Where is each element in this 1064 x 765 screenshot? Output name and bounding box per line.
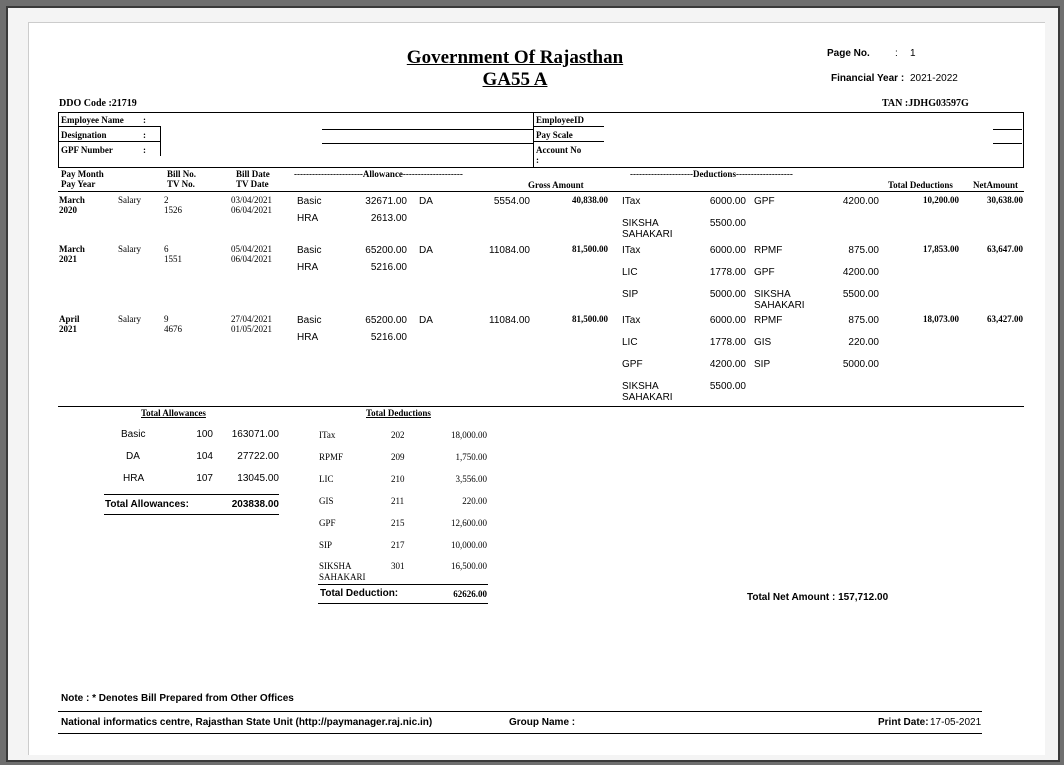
row-total-deductions: 17,853.00: [923, 244, 959, 254]
gpf-number-label: GPF Number: [61, 145, 113, 155]
summary-deduction-code: 202: [391, 430, 405, 440]
col-tv-no: TV No.: [167, 179, 195, 189]
ded-amount: 4200.00: [842, 267, 879, 278]
row-bill-no: 2: [164, 195, 169, 205]
report-title: Government Of Rajasthan: [406, 47, 624, 68]
row-year: 2021: [59, 324, 77, 334]
row-gross: 81,500.00: [572, 244, 608, 254]
alw-amount: 5216.00: [370, 332, 407, 343]
row-type: Salary: [118, 195, 141, 205]
ded-name: GPF: [622, 359, 643, 370]
col-pay-month: Pay Month: [61, 169, 104, 179]
ded-amount: 875.00: [848, 245, 879, 256]
tan-number: TAN :JDHG03597G: [882, 98, 969, 109]
summary-deduction-amount: 10,000.00: [451, 540, 487, 550]
pay-scale-label: Pay Scale: [536, 130, 573, 140]
summary-allowance-code: 107: [196, 473, 213, 484]
document-frame: [6, 6, 1060, 762]
row-year: 2020: [59, 205, 77, 215]
col-total-deductions: Total Deductions: [888, 180, 953, 190]
ga55a-statement: [28, 22, 1045, 755]
alw-amount: 5554.00: [493, 196, 530, 207]
designation-label: Designation: [61, 130, 107, 140]
total-deduction-amount: 62626.00: [453, 589, 487, 599]
row-tv-date: 06/04/2021: [231, 205, 273, 215]
row-gross: 81,500.00: [572, 314, 608, 324]
row-month: March: [59, 244, 85, 254]
row-year: 2021: [59, 254, 77, 264]
ded-amount: 5000.00: [842, 359, 879, 370]
financial-year: 2021-2022: [910, 73, 958, 84]
summary-deduction-code: 215: [391, 518, 405, 528]
ded-name: LIC: [622, 267, 638, 278]
employee-name-label: Employee Name: [61, 115, 124, 125]
row-net-amount: 63,647.00: [987, 244, 1023, 254]
summary-allowance-amount: 163071.00: [231, 429, 279, 440]
summary-deduction-code: 217: [391, 540, 405, 550]
summary-deduction-amount: 18,000.00: [451, 430, 487, 440]
total-allowances-amount: 203838.00: [231, 499, 279, 510]
summary-deduction-name: RPMF: [319, 452, 344, 462]
col-net-amount: NetAmount: [973, 180, 1018, 190]
ded-amount: 5000.00: [709, 289, 746, 300]
row-bill-date: 03/04/2021: [231, 195, 273, 205]
colon: :: [143, 115, 146, 125]
ded-amount: 1778.00: [709, 267, 746, 278]
row-gross: 40,838.00: [572, 195, 608, 205]
row-tv-date: 06/04/2021: [231, 254, 273, 264]
alw-amount: 11084.00: [489, 245, 530, 256]
row-net-amount: 63,427.00: [987, 314, 1023, 324]
report-subtitle: GA55 A: [482, 69, 548, 90]
alw-name: HRA: [297, 213, 319, 224]
account-colon: :: [536, 155, 539, 165]
ded-amount: 5500.00: [842, 289, 879, 300]
ded-name: GIS: [754, 337, 772, 348]
ded-amount: 6000.00: [709, 245, 746, 256]
summary-deduction-name: SIP: [319, 540, 333, 550]
summary-deduction-code: 209: [391, 452, 405, 462]
total-net-amount: Total Net Amount : 157,712.00: [747, 592, 889, 603]
summary-deduction-name: GIS: [319, 496, 334, 506]
alw-amount: 65200.00: [365, 245, 407, 256]
summary-deduction-code: 210: [391, 474, 405, 484]
summary-allowance-amount: 27722.00: [237, 451, 279, 462]
col-bill-no: Bill No.: [167, 169, 197, 179]
summary-deduction-amount: 12,600.00: [451, 518, 487, 528]
alw-amount: 11084.00: [489, 315, 530, 326]
row-total-deductions: 10,200.00: [923, 195, 959, 205]
ded-amount: 5500.00: [709, 381, 746, 392]
financial-year-label: Financial Year :: [831, 73, 905, 84]
summary-deduction-name: GPF: [319, 518, 336, 528]
summary-allowance-name: HRA: [123, 473, 145, 484]
row-type: Salary: [118, 314, 141, 324]
alw-name: HRA: [297, 262, 319, 273]
summary-deduction-amount: 16,500.00: [451, 561, 487, 571]
total-allowances-heading: Total Allowances: [141, 408, 206, 418]
account-no-label: Account No: [536, 145, 582, 155]
col-tv-date: TV Date: [236, 179, 269, 189]
col-gross-amount: Gross Amount: [528, 180, 584, 190]
alw-name: DA: [419, 315, 433, 326]
alw-name: DA: [419, 196, 433, 207]
alw-amount: 5216.00: [370, 262, 407, 273]
ded-name: LIC: [622, 337, 638, 348]
row-total-deductions: 18,073.00: [923, 314, 959, 324]
col-pay-year: Pay Year: [61, 179, 96, 189]
ded-amount: 4200.00: [709, 359, 746, 370]
ded-name: GPF: [754, 196, 775, 207]
ddo-code: DDO Code :21719: [59, 98, 137, 109]
employee-id-label: EmployeeID: [536, 115, 584, 125]
row-tv-no: 1551: [164, 254, 182, 264]
page-no-sep: :: [895, 48, 898, 59]
group-name-label: Group Name :: [509, 717, 576, 728]
row-tv-no: 4676: [164, 324, 182, 334]
alw-name: Basic: [297, 196, 322, 207]
colon: :: [143, 145, 146, 155]
ded-name: SIP: [754, 359, 771, 370]
ded-name: ITax: [622, 245, 641, 256]
page-no-label: Page No.: [827, 48, 870, 59]
summary-allowance-code: 104: [196, 451, 213, 462]
row-tv-date: 01/05/2021: [231, 324, 273, 334]
total-deduction-label: Total Deduction:: [320, 588, 399, 599]
ded-name: SIKSHA SAHAKARI: [622, 381, 673, 403]
ded-amount: 5500.00: [709, 218, 746, 229]
ded-name: SIP: [622, 289, 639, 300]
summary-allowance-code: 100: [196, 429, 213, 440]
note: Note : * Denotes Bill Prepared from Other Offices: [61, 693, 294, 704]
alw-amount: 65200.00: [365, 315, 407, 326]
total-allowances-label: Total Allowances:: [105, 499, 189, 510]
ded-name: GPF: [754, 267, 775, 278]
alw-amount: 32671.00: [365, 196, 407, 207]
print-date-label: Print Date:: [878, 717, 929, 728]
page-no: 1: [910, 48, 916, 59]
col-allowance: -----------------------Allowance--------------------: [294, 169, 463, 179]
row-month: March: [59, 195, 85, 205]
summary-deduction-name: SIKSHA SAHAKARI: [319, 561, 366, 582]
alw-name: Basic: [297, 315, 322, 326]
ded-name: RPMF: [754, 245, 783, 256]
summary-deduction-name: ITax: [319, 430, 336, 440]
ded-amount: 1778.00: [709, 337, 746, 348]
row-net-amount: 30,638.00: [987, 195, 1023, 205]
alw-name: HRA: [297, 332, 319, 343]
summary-deduction-amount: 1,750.00: [455, 452, 487, 462]
summary-deduction-amount: 3,556.00: [455, 474, 487, 484]
ded-amount: 220.00: [848, 337, 879, 348]
col-bill-date: Bill Date: [236, 169, 270, 179]
ded-name: SIKSHA SAHAKARI: [622, 218, 673, 240]
ded-amount: 6000.00: [709, 196, 746, 207]
row-bill-no: 6: [164, 244, 169, 254]
row-month: April: [59, 314, 80, 324]
summary-deduction-code: 211: [391, 496, 405, 506]
ded-name: ITax: [622, 315, 641, 326]
ded-amount: 4200.00: [842, 196, 879, 207]
summary-allowance-name: Basic: [121, 429, 146, 440]
row-tv-no: 1526: [164, 205, 182, 215]
row-bill-date: 27/04/2021: [231, 314, 273, 324]
alw-name: DA: [419, 245, 433, 256]
ded-name: SIKSHA SAHAKARI: [754, 289, 805, 311]
print-date: 17-05-2021: [930, 717, 982, 728]
alw-amount: 2613.00: [370, 213, 407, 224]
ded-amount: 6000.00: [709, 315, 746, 326]
total-deductions-heading: Total Deductions: [366, 408, 431, 418]
ded-name: RPMF: [754, 315, 783, 326]
summary-deduction-code: 301: [391, 561, 405, 571]
row-bill-date: 05/04/2021: [231, 244, 273, 254]
summary-deduction-amount: 220.00: [462, 496, 487, 506]
alw-name: Basic: [297, 245, 322, 256]
summary-deduction-name: LIC: [319, 474, 334, 484]
summary-allowance-name: DA: [126, 451, 140, 462]
colon: :: [143, 130, 146, 140]
row-type: Salary: [118, 244, 141, 254]
ded-amount: 875.00: [848, 315, 879, 326]
footer-nic: National informatics centre, Rajasthan State Unit (http://paymanager.raj.nic.in): [61, 717, 433, 728]
col-deductions: ---------------------Deductions-------------------: [630, 169, 793, 179]
row-bill-no: 9: [164, 314, 169, 324]
summary-allowance-amount: 13045.00: [237, 473, 279, 484]
ded-name: ITax: [622, 196, 641, 207]
